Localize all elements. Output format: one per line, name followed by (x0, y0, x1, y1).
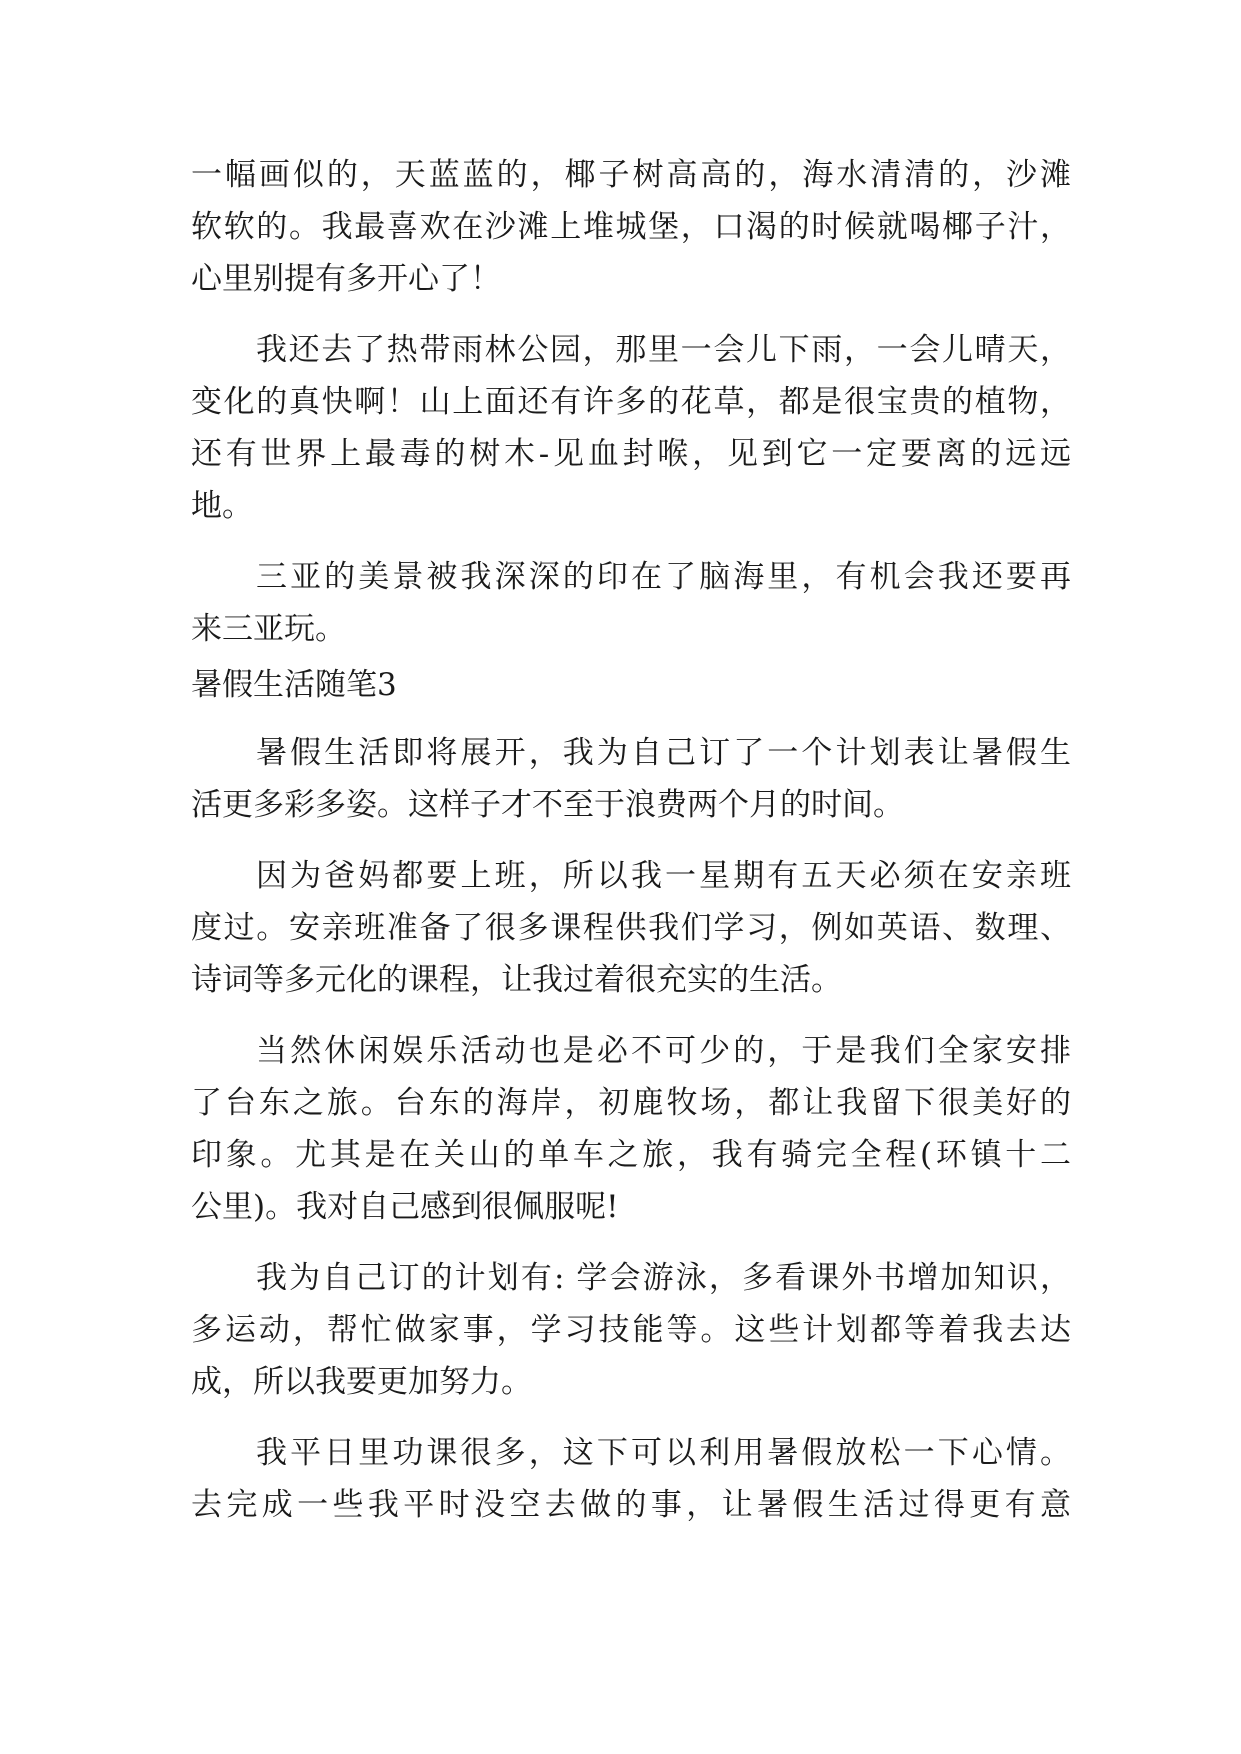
text-line: 公里)。我对自己感到很佩服呢! (191, 1189, 619, 1225)
paragraph-first-line: 我平日里功课很多，这下可以利用暑假放松一下心情。 (256, 1435, 1071, 1471)
paragraph-first-line: 我为自己订的计划有: 学会游泳，多看课外书增加知识， (256, 1260, 1071, 1296)
text-line: 一幅画似的，天蓝蓝的，椰子树高高的，海水清清的，沙滩 (191, 157, 1071, 193)
paragraph-first-line: 我还去了热带雨林公园，那里一会儿下雨，一会儿晴天， (256, 332, 1071, 368)
text-line: 还有世界上最毒的树木-见血封喉，见到它一定要离的远远 (191, 436, 1071, 472)
paragraph-first-line: 暑假生活即将展开，我为自己订了一个计划表让暑假生 (256, 735, 1071, 771)
text-line: 多运动，帮忙做家事，学习技能等。这些计划都等着我去达 (191, 1312, 1071, 1348)
text-line: 印象。尤其是在关山的单车之旅，我有骑完全程(环镇十二 (191, 1137, 1071, 1173)
text-line: 来三亚玩。 (191, 611, 346, 647)
paragraph-first-line: 当然休闲娱乐活动也是必不可少的，于是我们全家安排 (256, 1033, 1071, 1069)
text-line: 了台东之旅。台东的海岸，初鹿牧场，都让我留下很美好的 (191, 1085, 1071, 1121)
text-line: 变化的真快啊！山上面还有许多的花草，都是很宝贵的植物， (191, 384, 1071, 420)
text-line: 诗词等多元化的课程，让我过着很充实的生活。 (191, 962, 842, 998)
text-line: 度过。安亲班准备了很多课程供我们学习，例如英语、数理、 (191, 910, 1071, 946)
text-line: 地。 (191, 488, 253, 524)
paragraph-first-line: 因为爸妈都要上班，所以我一星期有五天必须在安亲班 (256, 858, 1071, 894)
text-line: 活更多彩多姿。这样子才不至于浪费两个月的时间。 (191, 787, 904, 823)
section-heading: 暑假生活随笔3 (191, 667, 397, 703)
text-line: 成，所以我要更加努力。 (191, 1364, 532, 1400)
text-line: 心里别提有多开心了！ (191, 261, 501, 297)
text-line: 软软的。我最喜欢在沙滩上堆城堡，口渴的时候就喝椰子汁， (191, 209, 1071, 245)
paragraph-first-line: 三亚的美景被我深深的印在了脑海里，有机会我还要再 (256, 559, 1071, 595)
text-line: 去完成一些我平时没空去做的事，让暑假生活过得更有意 (191, 1487, 1071, 1523)
